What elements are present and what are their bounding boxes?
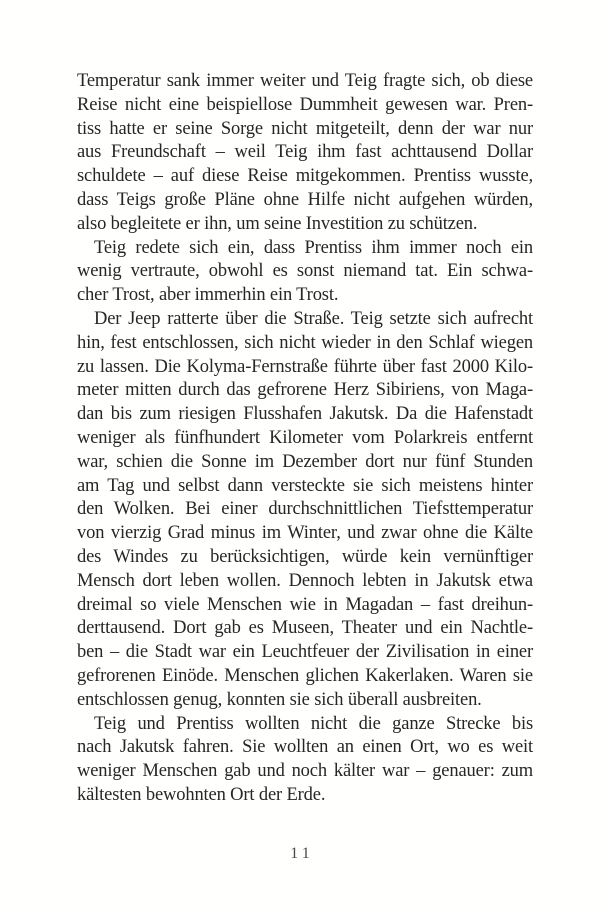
text-line: gefrorenen Einöde. Menschen glichen Kakerlaken. Waren sie	[77, 665, 533, 686]
text-line: weniger als fünfhundert Kilometer vom Polarkreis entfernt	[77, 427, 533, 448]
text-line: Reise nicht eine beispiellose Dummheit gewesen war. Pren-	[77, 94, 533, 115]
paragraph	[77, 237, 533, 308]
text-line: Mensch dort leben wollen. Dennoch lebten in Jakutsk etwa	[77, 570, 533, 591]
text-line: dan bis zum riesigen Flusshafen Jakutsk. Da die Hafenstadt	[77, 404, 533, 425]
text-column	[77, 70, 533, 808]
text-line: Teig redete sich ein, dass Prentiss ihm immer noch ein	[94, 237, 533, 258]
text-line: meter mitten durch das gefrorene Herz Sibiriens, von Maga-	[77, 380, 533, 401]
text-line: dreimal so viele Menschen wie in Magadan – fast dreihun-	[77, 594, 533, 615]
page-footer	[0, 845, 600, 863]
text-line: Der Jeep ratterte über die Straße. Teig setzte sich aufrecht	[94, 308, 533, 329]
text-line: entschlossen genug, konnten sie sich überall ausbreiten.	[77, 689, 482, 710]
text-line: von vierzig Grad minus im Winter, und zwar ohne die Kälte	[77, 523, 533, 544]
text-line: Teig und Prentiss wollten nicht die ganze Strecke bis	[94, 713, 533, 734]
text-line: derttausend. Dort gab es Museen, Theater und ein Nachtle-	[77, 618, 533, 639]
text-line: schuldete – auf diese Reise mitgekommen. Prentiss wusste,	[77, 166, 533, 187]
text-line: war, schien die Sonne im Dezember dort nur fünf Stunden	[77, 451, 533, 472]
text-line: am Tag und selbst dann versteckte sie sich meistens hinter	[77, 475, 533, 496]
paragraph	[77, 70, 533, 237]
paragraph	[77, 713, 533, 808]
text-line: des Windes zu berücksichtigen, würde kein vernünftiger	[77, 546, 533, 567]
text-line: dass Teigs große Pläne ohne Hilfe nicht aufgehen würden,	[77, 189, 533, 210]
text-line: Temperatur sank immer weiter und Teig fragte sich, ob diese	[77, 71, 533, 91]
text-line: cher Trost, aber immerhin ein Trost.	[77, 285, 339, 306]
text-line: wenig vertraute, obwohl es sonst niemand tat. Ein schwa-	[77, 261, 533, 282]
text-line: aus Freundschaft – weil Teig ihm fast achttausend Dollar	[77, 142, 533, 163]
text-line: ben – die Stadt war ein Leuchtfeuer der Zivilisation in einer	[77, 642, 533, 663]
text-line: also begleitete er ihn, um seine Investition zu schützen.	[77, 213, 478, 234]
text-line: weniger Menschen gab und noch kälter war – genauer: zum	[77, 761, 533, 782]
text-line: den Wolken. Bei einer durchschnittlichen Tiefsttemperatur	[77, 499, 533, 520]
text-line: kältesten bewohnten Ort der Erde.	[77, 784, 326, 805]
paragraph	[77, 308, 533, 713]
text-line: zu lassen. Die Kolyma-Fernstraße führte über fast 2000 Kilo-	[77, 356, 533, 377]
text-line: hin, fest entschlossen, sich nicht wieder in den Schlaf wiegen	[77, 332, 533, 353]
text-line: tiss hatte er seine Sorge nicht mitgeteilt, denn der war nur	[77, 118, 533, 139]
page-number: 11	[290, 845, 314, 862]
text-line: nach Jakutsk fahren. Sie wollten an einen Ort, wo es weit	[77, 737, 533, 758]
